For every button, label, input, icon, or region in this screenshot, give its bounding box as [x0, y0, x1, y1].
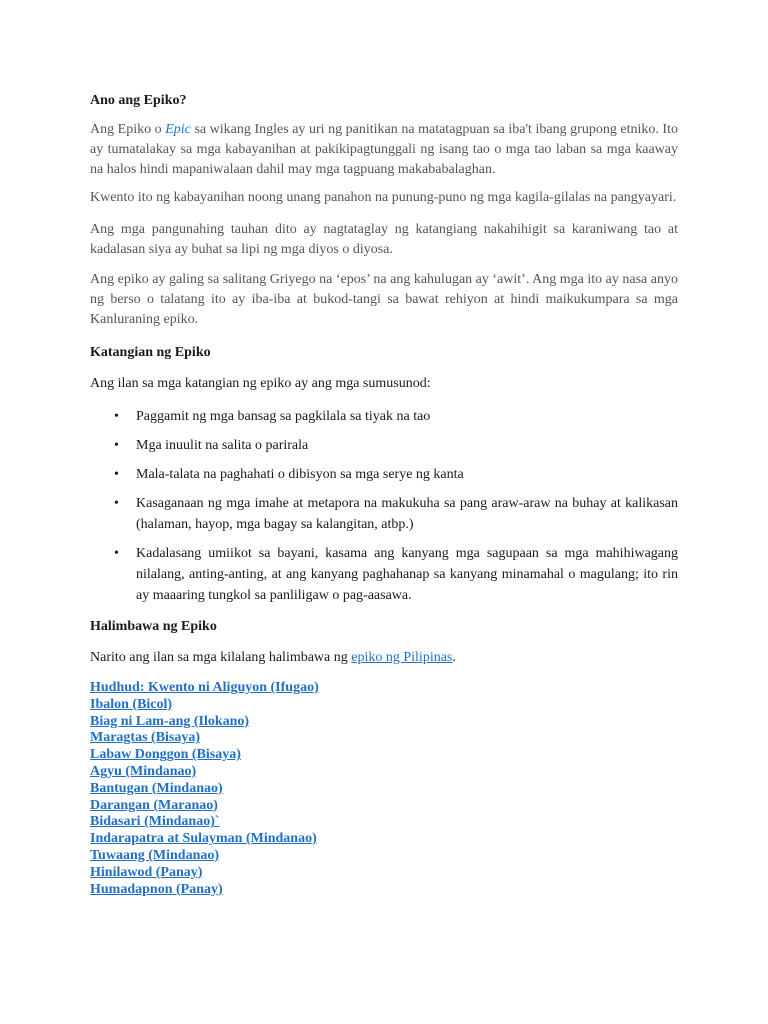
- link-hinilawod[interactable]: Hinilawod (Panay): [90, 864, 203, 880]
- paragraph-pinagmulan: Ang epiko ay galing sa salitang Griyego na ‘epos’ na ang kahulugan ay ‘awit’. Ang mga ito ay nasa anyo ng berso o talatang ito ay iba-iba at bukod-tangi sa bawat rehiyon at hindi maikukumpara sa mga Kanluraning epiko.: [90, 272, 678, 327]
- list-item: • Kasaganaan ng mga imahe at metapora na makukuha sa pang araw-araw na buhay at kalikasan (halaman, hayop, mga bagay sa kalangitan, atbp.): [136, 493, 678, 535]
- text-fragment: Narito ang ilan sa mga kilalang halimbawa ng: [90, 650, 352, 665]
- link-bidasari[interactable]: Bidasari (Mindanao)`: [90, 814, 220, 830]
- heading-halimbawa: Halimbawa ng Epiko: [90, 619, 217, 634]
- paragraph-definition: [90, 120, 678, 180]
- text-fragment: Ang Epiko o: [90, 122, 166, 137]
- link-maragtas[interactable]: Maragtas (Bisaya): [90, 730, 201, 746]
- link-humadapnon[interactable]: Humadapnon (Panay): [90, 881, 223, 897]
- link-ibalon[interactable]: Ibalon (Bicol): [90, 696, 173, 712]
- paragraph-katangian-intro: Ang ilan sa mga katangian ng epiko ay ang mga sumusunod:: [90, 376, 431, 391]
- list-item: • Mala-talata na paghahati o dibisyon sa mga serye ng kanta: [136, 464, 678, 485]
- link-agyu[interactable]: Agyu (Mindanao): [90, 763, 197, 779]
- list-item: • Paggamit ng mga bansag sa pagkilala sa tiyak na tao: [136, 406, 678, 427]
- heading-katangian: Katangian ng Epiko: [90, 345, 211, 360]
- link-biag-ni-lam-ang[interactable]: Biag ni Lam-ang (Ilokano): [90, 713, 250, 729]
- epic-term: Epic: [165, 122, 191, 137]
- link-tuwaang[interactable]: Tuwaang (Mindanao): [90, 847, 220, 863]
- list-item: • Mga inuulit na salita o parirala: [136, 435, 678, 456]
- paragraph-kwento: Kwento ito ng kabayanihan noong unang panahon na punung-puno ng mga kagila-gilalas na pangyayari.: [90, 190, 677, 205]
- epiko-links-list: [90, 680, 678, 898]
- paragraph-tauhan: Ang mga pangunahing tauhan dito ay nagtataglay ng katangiang nakahihigit sa karaniwang tao at kadalasan siya ay buhat sa lipi ng mga diyos o diyosa.: [90, 222, 678, 257]
- list-item: • Kadalasang umiikot sa bayani, kasama ang kanyang mga sagupaan sa mga mahihiwagang nilalang, anting-anting, at ang kanyang paghahanap sa kanyang minamahal o magulang; ito rin ay maaaring tungkol sa panliligaw o pag-aasawa.: [136, 543, 678, 606]
- text-fragment: .: [452, 650, 456, 665]
- heading-ano-ang-epiko: Ano ang Epiko?: [90, 93, 187, 108]
- text-fragment: sa wikang Ingles ay uri ng panitikan na matatagpuan sa iba't ibang grupong etniko. Ito ay tumatalakay sa mga kabayanihan at pakikipagtunggali ng isang tao o mga tao laban sa mga kaaway na halos hindi mapaniwalaan dahil may mga tagpuang makababalaghan.: [90, 122, 678, 177]
- link-epiko-ng-pilipinas[interactable]: epiko ng Pilipinas: [351, 650, 453, 665]
- katangian-list: [90, 406, 678, 606]
- link-bantugan[interactable]: Bantugan (Mindanao): [90, 780, 223, 796]
- link-labaw-donggon[interactable]: Labaw Donggon (Bisaya): [90, 747, 241, 763]
- link-indarapatra[interactable]: Indarapatra at Sulayman (Mindanao): [90, 831, 317, 847]
- paragraph-halimbawa-intro: [90, 648, 678, 668]
- link-darangan[interactable]: Darangan (Maranao): [90, 797, 218, 813]
- link-hudhud[interactable]: Hudhud: Kwento ni Aliguyon (Ifugao): [90, 680, 319, 695]
